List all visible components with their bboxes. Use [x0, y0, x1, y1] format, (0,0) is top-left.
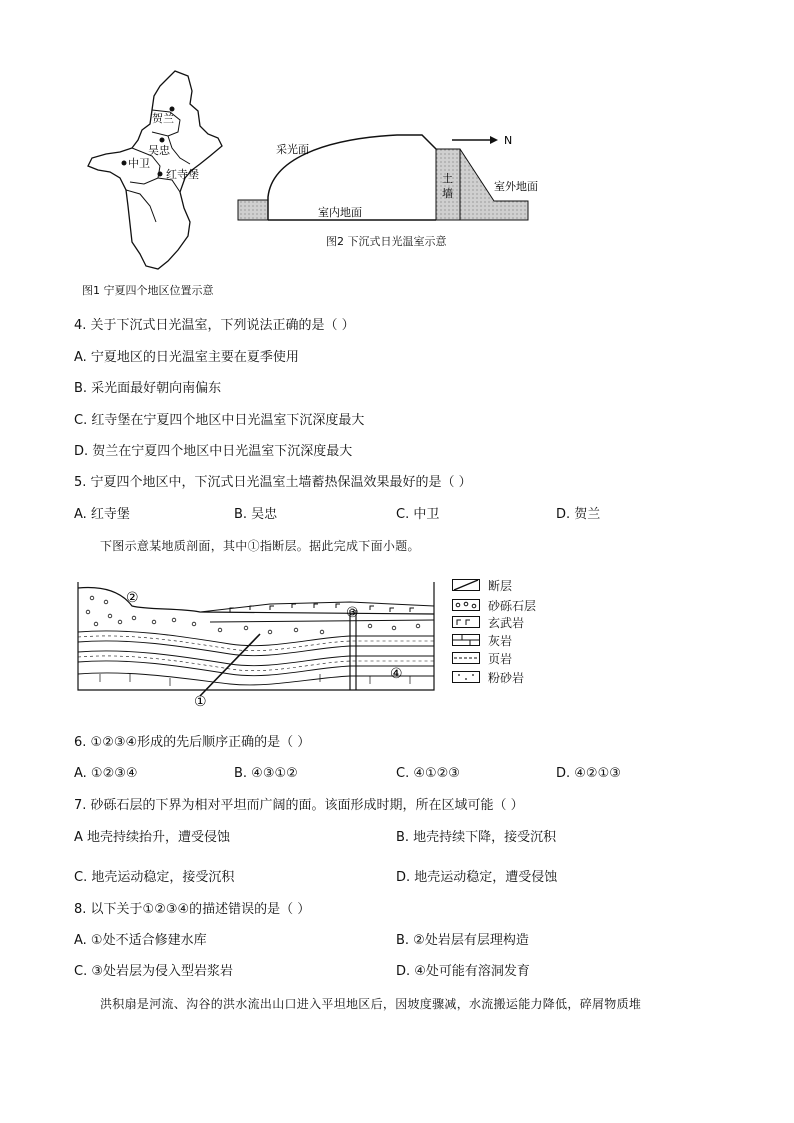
north-label: N [504, 134, 513, 147]
q6-option-c: C. ④①②③ [396, 766, 460, 781]
label-soil-wall-2: 墙 [442, 187, 453, 200]
figure-2-caption: 图2 下沉式日光温室示意 [326, 235, 447, 248]
q8-option-d: D. ④处可能有溶洞发育 [396, 964, 530, 979]
basalt-swatch-icon [452, 616, 480, 628]
hongsibao-dot [158, 172, 163, 177]
helan-dot [170, 107, 175, 112]
q5-option-d: D. 贺兰 [556, 507, 601, 522]
greenhouse-drawing [232, 125, 538, 227]
q6-option-a: A. ①②③④ [74, 766, 138, 781]
q7-option-b: B. 地壳持续下降，接受沉积 [396, 830, 557, 845]
marker-4: ④ [390, 666, 403, 682]
q6-stem: 6. ①②③④形成的先后顺序正确的是（ ） [74, 735, 311, 750]
limestone-swatch-icon [452, 634, 480, 646]
label-soil-wall-1: 土 [442, 172, 453, 185]
legend-shale [452, 650, 512, 666]
q4-option-a: A. 宁夏地区的日光温室主要在夏季使用 [74, 350, 299, 365]
shale-swatch-icon [452, 652, 480, 664]
q8-option-b: B. ②处岩层有层理构造 [396, 933, 529, 948]
marker-3: ③ [346, 605, 359, 621]
q4-option-d: D. 贺兰在宁夏四个地区中日光温室下沉深度最大 [74, 444, 353, 459]
legend-fault [452, 577, 512, 593]
q7-stem: 7. 砂砾石层的下界为相对平坦而广阔的面。该面形成时期，所在区域可能（ ） [74, 798, 524, 813]
q5-stem: 5. 宁夏四个地区中，下沉式日光温室土墙蓄热保温效果最好的是（ ） [74, 475, 472, 490]
label-wuzhong: 吴忠 [148, 144, 170, 157]
geologic-section-drawing [70, 574, 442, 710]
label-outdoor-ground: 室外地面 [494, 180, 538, 193]
q8-stem: 8. 以下关于①②③④的描述错误的是（ ） [74, 902, 311, 917]
label-indoor-ground: 室内地面 [318, 206, 362, 219]
siltstone-swatch-icon [452, 671, 480, 683]
wuzhong-dot [160, 138, 165, 143]
marker-1: ① [194, 694, 207, 710]
legend-label: 砂砾石层 [488, 598, 537, 613]
figure-1-caption: 图1 宁夏四个地区位置示意 [82, 284, 214, 297]
figure-2-greenhouse [232, 125, 538, 227]
figure-1-map [80, 66, 240, 276]
label-zhongwei: 中卫 [128, 157, 150, 170]
q4-option-c: C. 红寺堡在宁夏四个地区中日光温室下沉深度最大 [74, 413, 365, 428]
q8-option-c: C. ③处岩层为侵入型岩浆岩 [74, 964, 233, 979]
zhongwei-dot [122, 161, 127, 166]
q6-option-d: D. ④②①③ [556, 766, 621, 781]
q7-option-a: A 地壳持续抬升，遭受侵蚀 [74, 830, 231, 845]
section2-intro: 下图示意某地质剖面，其中①指断层。据此完成下面小题。 [100, 539, 420, 553]
q7-option-d: D. 地壳运动稳定，遭受侵蚀 [396, 870, 558, 885]
q5-option-a: A. 红寺堡 [74, 507, 130, 522]
legend-gravel [452, 597, 536, 613]
label-helan: 贺兰 [152, 112, 174, 125]
fault-swatch-icon [452, 579, 480, 591]
legend-limestone [452, 632, 512, 648]
q5-option-c: C. 中卫 [396, 507, 440, 522]
label-hongsibao: 红寺堡 [166, 168, 199, 181]
gravel-swatch-icon [452, 599, 480, 611]
geologic-section [70, 574, 442, 710]
legend-label: 灰岩 [488, 633, 513, 648]
q6-option-b: B. ④③①② [234, 766, 298, 781]
section3-intro: 洪积扇是河流、沟谷的洪水流出山口进入平坦地区后，因坡度骤减，水流搬运能力降低，碎屑物质堆 [100, 997, 642, 1011]
label-lighting-surface: 采光面 [276, 143, 309, 156]
legend-label: 页岩 [488, 651, 513, 666]
legend-siltstone [452, 669, 524, 685]
marker-2: ② [126, 590, 139, 606]
q7-option-c: C. 地壳运动稳定，接受沉积 [74, 870, 235, 885]
q4-option-b: B. 采光面最好朝向南偏东 [74, 381, 222, 396]
legend-label: 断层 [488, 578, 513, 593]
ningxia-map-drawing [80, 66, 240, 276]
fault-line [200, 634, 260, 696]
left-outside-block [238, 200, 268, 220]
q8-option-a: A. ①处不适合修建水库 [74, 933, 207, 948]
q5-option-b: B. 吴忠 [234, 507, 278, 522]
legend-label: 粉砂岩 [488, 670, 525, 685]
q4-stem: 4. 关于下沉式日光温室，下列说法正确的是（ ） [74, 318, 355, 333]
legend-basalt [452, 614, 524, 630]
north-arrow-head [490, 136, 498, 144]
legend-label: 玄武岩 [488, 615, 525, 630]
